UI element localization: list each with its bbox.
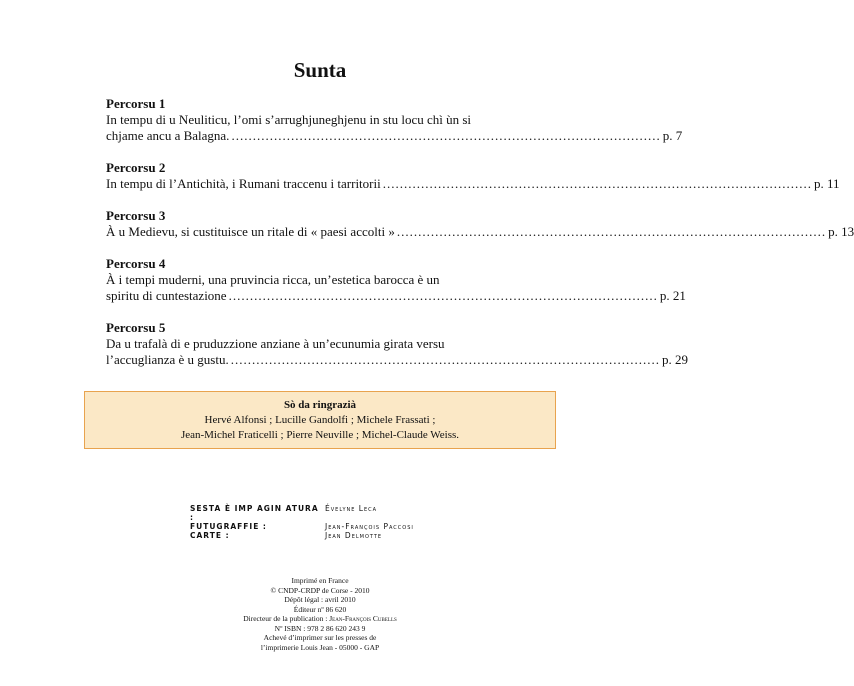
acknowledgements-line: Jean-Michel Fraticelli ; Pierre Neuville ; Michel-Claude Weiss. [180, 429, 460, 441]
credit-value: Évelyne Leca [325, 504, 378, 513]
toc-entry-5 [106, 320, 688, 368]
acknowledgements-line: Hervé Alfonsi ; Lucille Gandolfi ; Michele Frassati ; [204, 414, 436, 426]
leader-dots: ..................................................................................................... [230, 352, 660, 367]
toc-page-number: p. 13 [828, 224, 854, 239]
toc-entry-text: chjame ancu a Balagna. [106, 128, 230, 143]
credit-value: Jean-François Paccosi [325, 522, 414, 531]
imprint-line: l’imprimerie Louis Jean - 05000 - GAP [260, 642, 380, 652]
toc-entry-last-line [106, 176, 840, 192]
credit-label: FUTUGRAFFIE : [190, 522, 267, 531]
toc-page-number: p. 11 [813, 176, 840, 191]
imprint-line: Nº ISBN : 978 2 86 620 243 9 [274, 623, 366, 633]
toc-entry-heading: Percorsu 1 [106, 96, 166, 111]
toc-page-number: p. 21 [659, 288, 686, 303]
toc-entry-text: In tempu di u Neuliticu, l’omi s’arrughjuneghjenu in stu locu chì ùn si [106, 112, 472, 127]
toc-entry-heading: Percorsu 3 [106, 208, 166, 223]
toc-entry-last-line [106, 352, 688, 368]
table-of-contents [106, 96, 854, 384]
toc-entry-heading: Percorsu 2 [106, 160, 166, 175]
credit-value: Jean Delmotte [325, 531, 383, 540]
credit-label: SESTA È IMP AGIN ATURA : [190, 504, 319, 522]
leader-dots: ..................................................................................................... [231, 128, 661, 143]
acknowledgements-box [84, 391, 556, 449]
toc-entry-heading: Percorsu 4 [106, 256, 166, 271]
toc-entry-last-line [106, 288, 686, 304]
imprint-line: Dépôt légal : avril 2010 [284, 595, 356, 604]
toc-entry-last-line [106, 128, 683, 144]
leader-dots: ..................................................................................................... [382, 176, 812, 191]
credit-row [190, 531, 414, 540]
toc-entry-line [106, 112, 526, 128]
credit-label: CARTE : [190, 531, 230, 540]
page-title: Sunta [293, 58, 347, 82]
leader-dots: ..................................................................................................... [228, 288, 658, 303]
toc-page-number: p. 29 [661, 352, 688, 367]
toc-entry-2 [106, 160, 840, 192]
toc-entry-heading: Percorsu 5 [106, 320, 166, 335]
toc-entry-text: À u Medievu, si custituisce un ritale di « paesi accolti » [106, 224, 395, 239]
credits-block [190, 504, 414, 540]
credit-row [190, 522, 414, 531]
toc-entry-text: À i tempi muderni, una pruvincia ricca, un’estetica barocca è un [106, 272, 440, 287]
toc-entry-1 [106, 96, 683, 144]
imprint-block [0, 576, 640, 652]
acknowledgements-title: Sò da ringrazià [283, 399, 357, 411]
imprint-line: Achevé d’imprimer sur les presses de [263, 633, 377, 642]
leader-dots: ..................................................................................................... [396, 224, 827, 239]
imprint-text: Directeur de la publication : [243, 614, 330, 623]
toc-entry-last-line [106, 224, 854, 240]
toc-entry-text: l’accuglianza è u gustu. [106, 352, 229, 367]
toc-entry-text: In tempu di l’Antichità, i Rumani traccenu i tarritorii [106, 176, 381, 191]
imprint-line: © CNDP-CRDP de Corse - 2010 [270, 585, 370, 595]
credit-row [190, 504, 414, 522]
toc-entry-4 [106, 256, 686, 304]
toc-page-number: p. 7 [662, 128, 683, 143]
imprint-line [0, 614, 640, 624]
toc-entry-line [106, 272, 526, 288]
toc-entry-text: spiritu di cuntestazione [106, 288, 227, 303]
imprint-line: Éditeur nº 86 620 [293, 604, 347, 614]
toc-entry-text: Da u trafalà di e pruduzzione anziane à un’ecunumia girata versu [106, 336, 445, 351]
toc-entry-line [106, 336, 526, 352]
imprint-line: Imprimé en France [291, 576, 349, 585]
toc-entry-3 [106, 208, 854, 240]
imprint-director-name: Jean-François Cubells [329, 614, 397, 623]
